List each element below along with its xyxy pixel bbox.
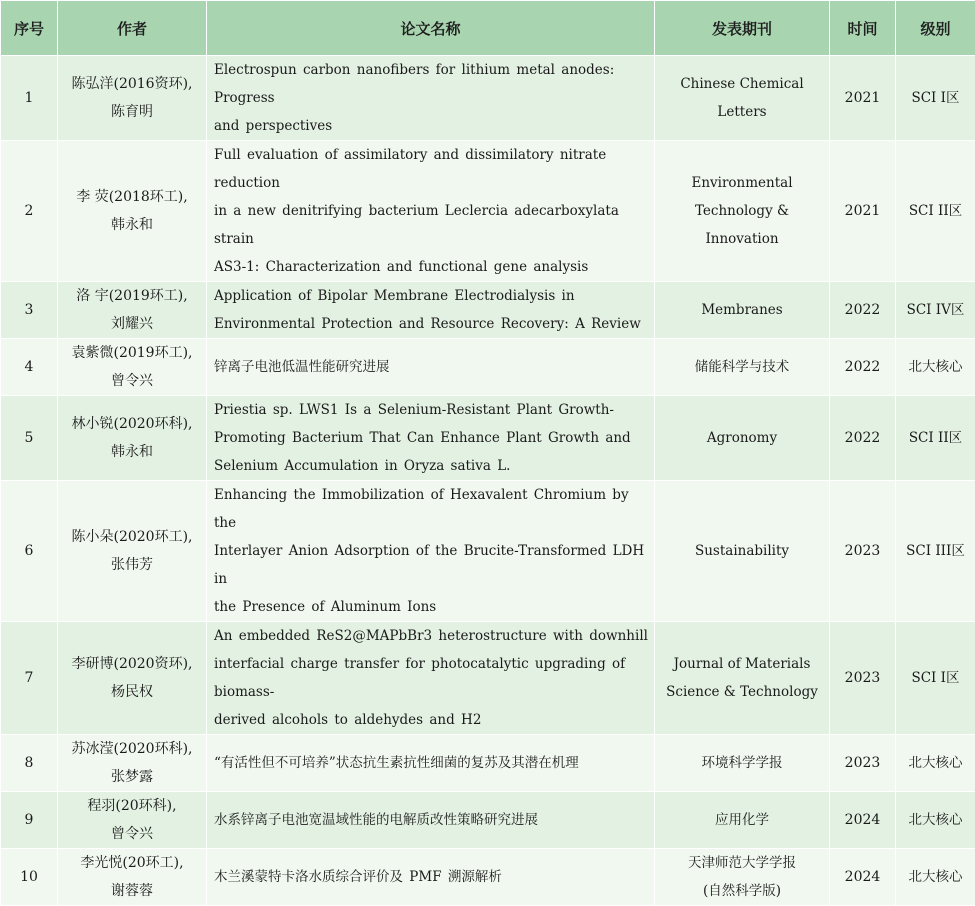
paper-title-line: Enhancing the Immobilization of Hexavalent Chromium by the bbox=[214, 481, 648, 537]
author-student: 李研博(2020资环), bbox=[64, 650, 200, 678]
paper-title-line: “有活性但不可培养”状态抗生素抗性细菌的复苏及其潜在机理 bbox=[214, 749, 648, 777]
author-student: 李 荧(2018环工), bbox=[64, 183, 200, 211]
header-author: 作者 bbox=[58, 1, 207, 56]
table-row bbox=[1, 622, 975, 735]
row-level: SCI II区 bbox=[896, 396, 975, 481]
row-number: 7 bbox=[1, 622, 58, 735]
author-advisor: 谢蓉蓉 bbox=[64, 877, 200, 905]
paper-title-line: Interlayer Anion Adsorption of the Brucite-Transformed LDH in bbox=[214, 537, 648, 593]
paper-title-line: Application of Bipolar Membrane Electrodialysis in bbox=[214, 282, 648, 310]
row-journal bbox=[655, 481, 830, 622]
paper-title-line: the Presence of Aluminum Ions bbox=[214, 593, 648, 621]
row-year: 2022 bbox=[830, 396, 896, 481]
row-authors bbox=[58, 622, 207, 735]
author-student: 李光悦(20环工), bbox=[64, 849, 200, 877]
row-year: 2023 bbox=[830, 735, 896, 792]
journal-line: Sustainability bbox=[661, 537, 823, 565]
journal-line: Science & Technology bbox=[661, 678, 823, 706]
row-authors bbox=[58, 141, 207, 282]
table-row bbox=[1, 141, 975, 282]
journal-line: 环境科学学报 bbox=[661, 749, 823, 777]
table-row bbox=[1, 481, 975, 622]
author-student: 苏冰滢(2020环科), bbox=[64, 735, 200, 763]
row-paper-title bbox=[207, 56, 655, 141]
paper-title-line: in a new denitrifying bacterium Leclercia adecarboxylata strain bbox=[214, 197, 648, 253]
row-authors bbox=[58, 792, 207, 849]
row-authors bbox=[58, 735, 207, 792]
row-paper-title bbox=[207, 792, 655, 849]
paper-title-line: AS3-1: Characterization and functional gene analysis bbox=[214, 253, 648, 281]
row-level: SCI III区 bbox=[896, 481, 975, 622]
row-level: 北大核心 bbox=[896, 339, 975, 396]
row-paper-title bbox=[207, 141, 655, 282]
table-row bbox=[1, 282, 975, 339]
row-paper-title bbox=[207, 282, 655, 339]
paper-title-line: An embedded ReS2@MAPbBr3 heterostructure with downhill bbox=[214, 622, 648, 650]
journal-line: Technology & bbox=[661, 197, 823, 225]
row-year: 2023 bbox=[830, 481, 896, 622]
journal-line: Agronomy bbox=[661, 424, 823, 452]
paper-title-line: interfacial charge transfer for photocatalytic upgrading of biomass- bbox=[214, 650, 648, 706]
journal-line: (自然科学版) bbox=[661, 877, 823, 905]
author-student: 陈小朵(2020环工), bbox=[64, 523, 200, 551]
paper-title-line: Selenium Accumulation in Oryza sativa L. bbox=[214, 452, 648, 480]
row-year: 2024 bbox=[830, 849, 896, 906]
row-year: 2022 bbox=[830, 339, 896, 396]
row-journal bbox=[655, 849, 830, 906]
row-authors bbox=[58, 339, 207, 396]
table-row bbox=[1, 339, 975, 396]
row-paper-title bbox=[207, 339, 655, 396]
author-student: 林小锐(2020环科), bbox=[64, 410, 200, 438]
paper-title-line: derived alcohols to aldehydes and H2 bbox=[214, 706, 648, 734]
author-advisor: 韩永和 bbox=[64, 211, 200, 239]
row-authors bbox=[58, 56, 207, 141]
paper-title-line: Full evaluation of assimilatory and dissimilatory nitrate reduction bbox=[214, 141, 648, 197]
author-student: 陈弘洋(2016资环), bbox=[64, 70, 200, 98]
row-year: 2022 bbox=[830, 282, 896, 339]
header-year: 时间 bbox=[830, 1, 896, 56]
author-advisor: 张梦露 bbox=[64, 763, 200, 791]
journal-line: 储能科学与技术 bbox=[661, 353, 823, 381]
row-level: SCI I区 bbox=[896, 56, 975, 141]
journal-line: Membranes bbox=[661, 296, 823, 324]
journal-line: Journal of Materials bbox=[661, 650, 823, 678]
row-journal bbox=[655, 141, 830, 282]
header-no: 序号 bbox=[1, 1, 58, 56]
row-paper-title bbox=[207, 396, 655, 481]
row-year: 2023 bbox=[830, 622, 896, 735]
row-authors bbox=[58, 849, 207, 906]
journal-line: 应用化学 bbox=[661, 806, 823, 834]
row-paper-title bbox=[207, 735, 655, 792]
header-level: 级别 bbox=[896, 1, 975, 56]
row-level: 北大核心 bbox=[896, 849, 975, 906]
row-journal bbox=[655, 56, 830, 141]
row-year: 2021 bbox=[830, 56, 896, 141]
row-paper-title bbox=[207, 622, 655, 735]
table-row bbox=[1, 849, 975, 906]
row-journal bbox=[655, 735, 830, 792]
row-number: 4 bbox=[1, 339, 58, 396]
author-student: 洛 宇(2019环工), bbox=[64, 282, 200, 310]
journal-line: 天津师范大学学报 bbox=[661, 849, 823, 877]
journal-line: Innovation bbox=[661, 225, 823, 253]
author-advisor: 杨民权 bbox=[64, 678, 200, 706]
row-year: 2021 bbox=[830, 141, 896, 282]
author-advisor: 陈育明 bbox=[64, 98, 200, 126]
paper-title-line: 水系锌离子电池宽温域性能的电解质改性策略研究进展 bbox=[214, 806, 648, 834]
row-journal bbox=[655, 792, 830, 849]
author-advisor: 张伟芳 bbox=[64, 551, 200, 579]
row-number: 9 bbox=[1, 792, 58, 849]
header-row bbox=[1, 1, 975, 56]
author-advisor: 刘耀兴 bbox=[64, 310, 200, 338]
paper-title-line: 木兰溪蒙特卡洛水质综合评价及 PMF 溯源解析 bbox=[214, 863, 648, 891]
row-level: SCI II区 bbox=[896, 141, 975, 282]
journal-line: Chinese Chemical bbox=[661, 70, 823, 98]
journal-line: Letters bbox=[661, 98, 823, 126]
paper-title-line: 锌离子电池低温性能研究进展 bbox=[214, 353, 648, 381]
row-paper-title bbox=[207, 481, 655, 622]
row-level: 北大核心 bbox=[896, 792, 975, 849]
table-row bbox=[1, 735, 975, 792]
row-authors bbox=[58, 481, 207, 622]
row-number: 5 bbox=[1, 396, 58, 481]
row-number: 2 bbox=[1, 141, 58, 282]
table-row bbox=[1, 792, 975, 849]
author-student: 袁紫微(2019环工), bbox=[64, 339, 200, 367]
row-level: SCI I区 bbox=[896, 622, 975, 735]
author-advisor: 曾令兴 bbox=[64, 367, 200, 395]
row-number: 3 bbox=[1, 282, 58, 339]
table-row bbox=[1, 56, 975, 141]
paper-title-line: Priestia sp. LWS1 Is a Selenium-Resistant Plant Growth- bbox=[214, 396, 648, 424]
row-number: 10 bbox=[1, 849, 58, 906]
paper-title-line: and perspectives bbox=[214, 112, 648, 140]
row-authors bbox=[58, 396, 207, 481]
row-year: 2024 bbox=[830, 792, 896, 849]
paper-title-line: Environmental Protection and Resource Recovery: A Review bbox=[214, 310, 648, 338]
row-paper-title bbox=[207, 849, 655, 906]
table-row bbox=[1, 396, 975, 481]
journal-line: Environmental bbox=[661, 169, 823, 197]
row-number: 6 bbox=[1, 481, 58, 622]
row-journal bbox=[655, 282, 830, 339]
row-journal bbox=[655, 339, 830, 396]
row-authors bbox=[58, 282, 207, 339]
row-level: SCI IV区 bbox=[896, 282, 975, 339]
paper-title-line: Promoting Bacterium That Can Enhance Plant Growth and bbox=[214, 424, 648, 452]
author-student: 程羽(20环科), bbox=[64, 792, 200, 820]
header-title: 论文名称 bbox=[207, 1, 655, 56]
row-journal bbox=[655, 622, 830, 735]
author-advisor: 曾令兴 bbox=[64, 820, 200, 848]
row-number: 8 bbox=[1, 735, 58, 792]
author-advisor: 韩永和 bbox=[64, 438, 200, 466]
row-level: 北大核心 bbox=[896, 735, 975, 792]
paper-title-line: Electrospun carbon nanofibers for lithium metal anodes: Progress bbox=[214, 56, 648, 112]
row-journal bbox=[655, 396, 830, 481]
row-number: 1 bbox=[1, 56, 58, 141]
header-journal: 发表期刊 bbox=[655, 1, 830, 56]
